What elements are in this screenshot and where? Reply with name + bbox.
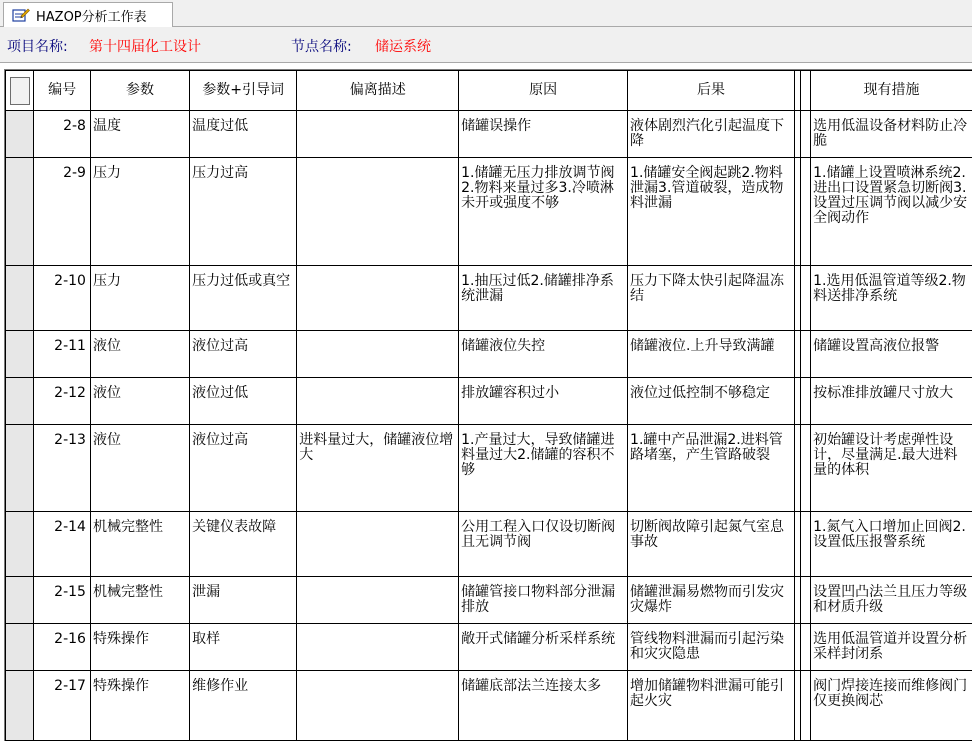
cell-cause[interactable]: 1.产量过大，导致储罐进料量过大2.储罐的容积不够 [459,425,628,512]
edit-table-icon [12,7,30,23]
cell-consequence[interactable]: 储罐液位.上升导致满罐 [628,331,795,378]
header-row [6,71,972,111]
cell-consequence[interactable]: 压力下降太快引起降温冻结 [628,266,795,331]
cell-measures[interactable]: 设置凹凸法兰且压力等级和材质升级 [811,577,972,624]
cell-param[interactable]: 液位 [90,331,189,378]
cell-narrow-b[interactable] [800,512,810,577]
cell-deviation[interactable] [297,512,459,577]
cell-code[interactable]: 2-16 [34,624,91,671]
header-measures[interactable]: 现有措施 [811,71,972,111]
table-row[interactable] [6,158,972,266]
row-selector[interactable] [6,671,34,741]
table-row[interactable] [6,425,972,512]
row-selector[interactable] [6,111,34,158]
row-selector[interactable] [6,331,34,378]
cell-consequence[interactable]: 1.储罐安全阀起跳2.物料泄漏3.管道破裂，造成物料泄漏 [628,158,795,266]
cell-param[interactable]: 压力 [90,158,189,266]
cell-param[interactable]: 液位 [90,425,189,512]
cell-cause[interactable]: 储罐底部法兰连接太多 [459,671,628,741]
cell-measures[interactable]: 储罐设置高液位报警 [811,331,972,378]
cell-param[interactable]: 特殊操作 [90,624,189,671]
cell-measures[interactable]: 1.氮气入口增加止回阀2.设置低压报警系统 [811,512,972,577]
cell-guide[interactable]: 压力过高 [190,158,297,266]
cell-narrow-b[interactable] [800,378,810,425]
cell-guide[interactable]: 温度过低 [190,111,297,158]
cell-guide[interactable]: 维修作业 [190,671,297,741]
cell-narrow-b[interactable] [800,331,810,378]
header-narrow-col-b[interactable] [800,71,810,111]
select-all-button[interactable] [6,71,34,111]
row-selector[interactable] [6,266,34,331]
cell-consequence[interactable]: 切断阀故障引起氮气室息事故 [628,512,795,577]
cell-code[interactable]: 2-11 [34,331,91,378]
cell-guide[interactable]: 泄漏 [190,577,297,624]
tab-bar [0,0,972,27]
cell-measures[interactable]: 选用低温管道并设置分析采样封闭系 [811,624,972,671]
cell-code[interactable]: 2-17 [34,671,91,741]
cell-guide[interactable]: 关键仪表故障 [190,512,297,577]
cell-consequence[interactable]: 液体剧烈汽化引起温度下降 [628,111,795,158]
row-selector[interactable] [6,512,34,577]
cell-guide[interactable]: 液位过高 [190,425,297,512]
cell-measures[interactable]: 初始罐设计考虑弹性设计，尽量满足.最大进料量的体积 [811,425,972,512]
cell-code[interactable]: 2-9 [34,158,91,266]
cell-measures[interactable]: 1.储罐上设置喷淋系统2.进出口设置紧急切断阀3.设置过压调节阀以减少安全阀动作 [811,158,972,266]
project-name-value: 第十四届化工设计 [89,36,201,56]
table-row[interactable] [6,331,972,378]
header-consequence[interactable]: 后果 [628,71,795,111]
row-selector[interactable] [6,378,34,425]
cell-consequence[interactable]: 储罐泄漏易燃物而引发灾灾爆炸 [628,577,795,624]
table-row[interactable] [6,512,972,577]
info-bar [0,27,972,63]
cell-cause[interactable]: 1.储罐无压力排放调节阀2.物料来量过多3.冷喷淋未开或强度不够 [459,158,628,266]
cell-code[interactable]: 2-13 [34,425,91,512]
cell-guide[interactable]: 液位过高 [190,331,297,378]
header-cause[interactable]: 原因 [459,71,628,111]
cell-param[interactable]: 机械完整性 [90,577,189,624]
cell-deviation[interactable] [297,158,459,266]
header-guide[interactable]: 参数+引导词 [190,71,297,111]
table-row[interactable] [6,266,972,331]
row-selector[interactable] [6,425,34,512]
project-name-label: 项目名称: [7,36,68,56]
header-param[interactable]: 参数 [90,71,189,111]
cell-deviation[interactable] [297,331,459,378]
cell-cause[interactable]: 敞开式储罐分析采样系统 [459,624,628,671]
row-selector[interactable] [6,158,34,266]
header-deviation[interactable]: 偏离描述 [297,71,459,111]
cell-narrow-b[interactable] [800,624,810,671]
tab-label: HAZOP分析工作表 [36,6,147,25]
cell-code[interactable]: 2-15 [34,577,91,624]
cell-consequence[interactable]: 液位过低控制不够稳定 [628,378,795,425]
cell-code[interactable]: 2-14 [34,512,91,577]
cell-measures[interactable]: 按标准排放罐尺寸放大 [811,378,972,425]
node-name-value: 储运系统 [375,36,431,56]
row-selector[interactable] [6,577,34,624]
cell-narrow-b[interactable] [800,671,810,741]
cell-code[interactable]: 2-10 [34,266,91,331]
table-row[interactable] [6,577,972,624]
cell-guide[interactable]: 取样 [190,624,297,671]
cell-param[interactable]: 特殊操作 [90,671,189,741]
cell-cause[interactable]: 排放罐容积过小 [459,378,628,425]
table-row[interactable] [6,624,972,671]
cell-deviation[interactable] [297,111,459,158]
cell-measures[interactable]: 阀门焊接连接而维修阀门仅更换阀芯 [811,671,972,741]
hazop-worksheet-grid [4,69,972,741]
cell-param[interactable]: 液位 [90,378,189,425]
cell-deviation[interactable] [297,577,459,624]
cell-deviation[interactable] [297,624,459,671]
cell-cause[interactable]: 储罐液位失控 [459,331,628,378]
cell-cause[interactable]: 1.抽压过低2.储罐排净系统泄漏 [459,266,628,331]
cell-narrow-b[interactable] [800,158,810,266]
cell-consequence[interactable]: 管线物料泄漏而引起污染和灾灾隐患 [628,624,795,671]
cell-consequence[interactable]: 1.罐中产品泄漏2.进料管路堵塞，产生管路破裂 [628,425,795,512]
cell-deviation[interactable] [297,266,459,331]
cell-deviation[interactable] [297,671,459,741]
cell-measures[interactable]: 选用低温设备材料防止冷脆 [811,111,972,158]
hazop-table [5,70,972,741]
cell-deviation[interactable]: 进料量过大，储罐液位增大 [297,425,459,512]
tab-hazop-worksheet[interactable] [3,2,173,27]
cell-consequence[interactable]: 增加储罐物料泄漏可能引起火灾 [628,671,795,741]
row-selector[interactable] [6,624,34,671]
cell-narrow-b[interactable] [800,266,810,331]
cell-code[interactable]: 2-8 [34,111,91,158]
cell-param[interactable]: 机械完整性 [90,512,189,577]
cell-guide[interactable]: 液位过低 [190,378,297,425]
node-name-label: 节点名称: [291,36,352,56]
cell-cause[interactable]: 储罐管接口物料部分泄漏排放 [459,577,628,624]
cell-measures[interactable]: 1.选用低温管道等级2.物料送排净系统 [811,266,972,331]
table-row[interactable] [6,111,972,158]
table-row[interactable] [6,671,972,741]
cell-param[interactable]: 压力 [90,266,189,331]
header-code[interactable]: 编号 [34,71,91,111]
cell-narrow-b[interactable] [800,425,810,512]
cell-code[interactable]: 2-12 [34,378,91,425]
cell-narrow-b[interactable] [800,111,810,158]
cell-narrow-b[interactable] [800,577,810,624]
table-row[interactable] [6,378,972,425]
cell-deviation[interactable] [297,378,459,425]
cell-param[interactable]: 温度 [90,111,189,158]
cell-guide[interactable]: 压力过低或真空 [190,266,297,331]
cell-cause[interactable]: 公用工程入口仅设切断阀且无调节阀 [459,512,628,577]
cell-cause[interactable]: 储罐误操作 [459,111,628,158]
